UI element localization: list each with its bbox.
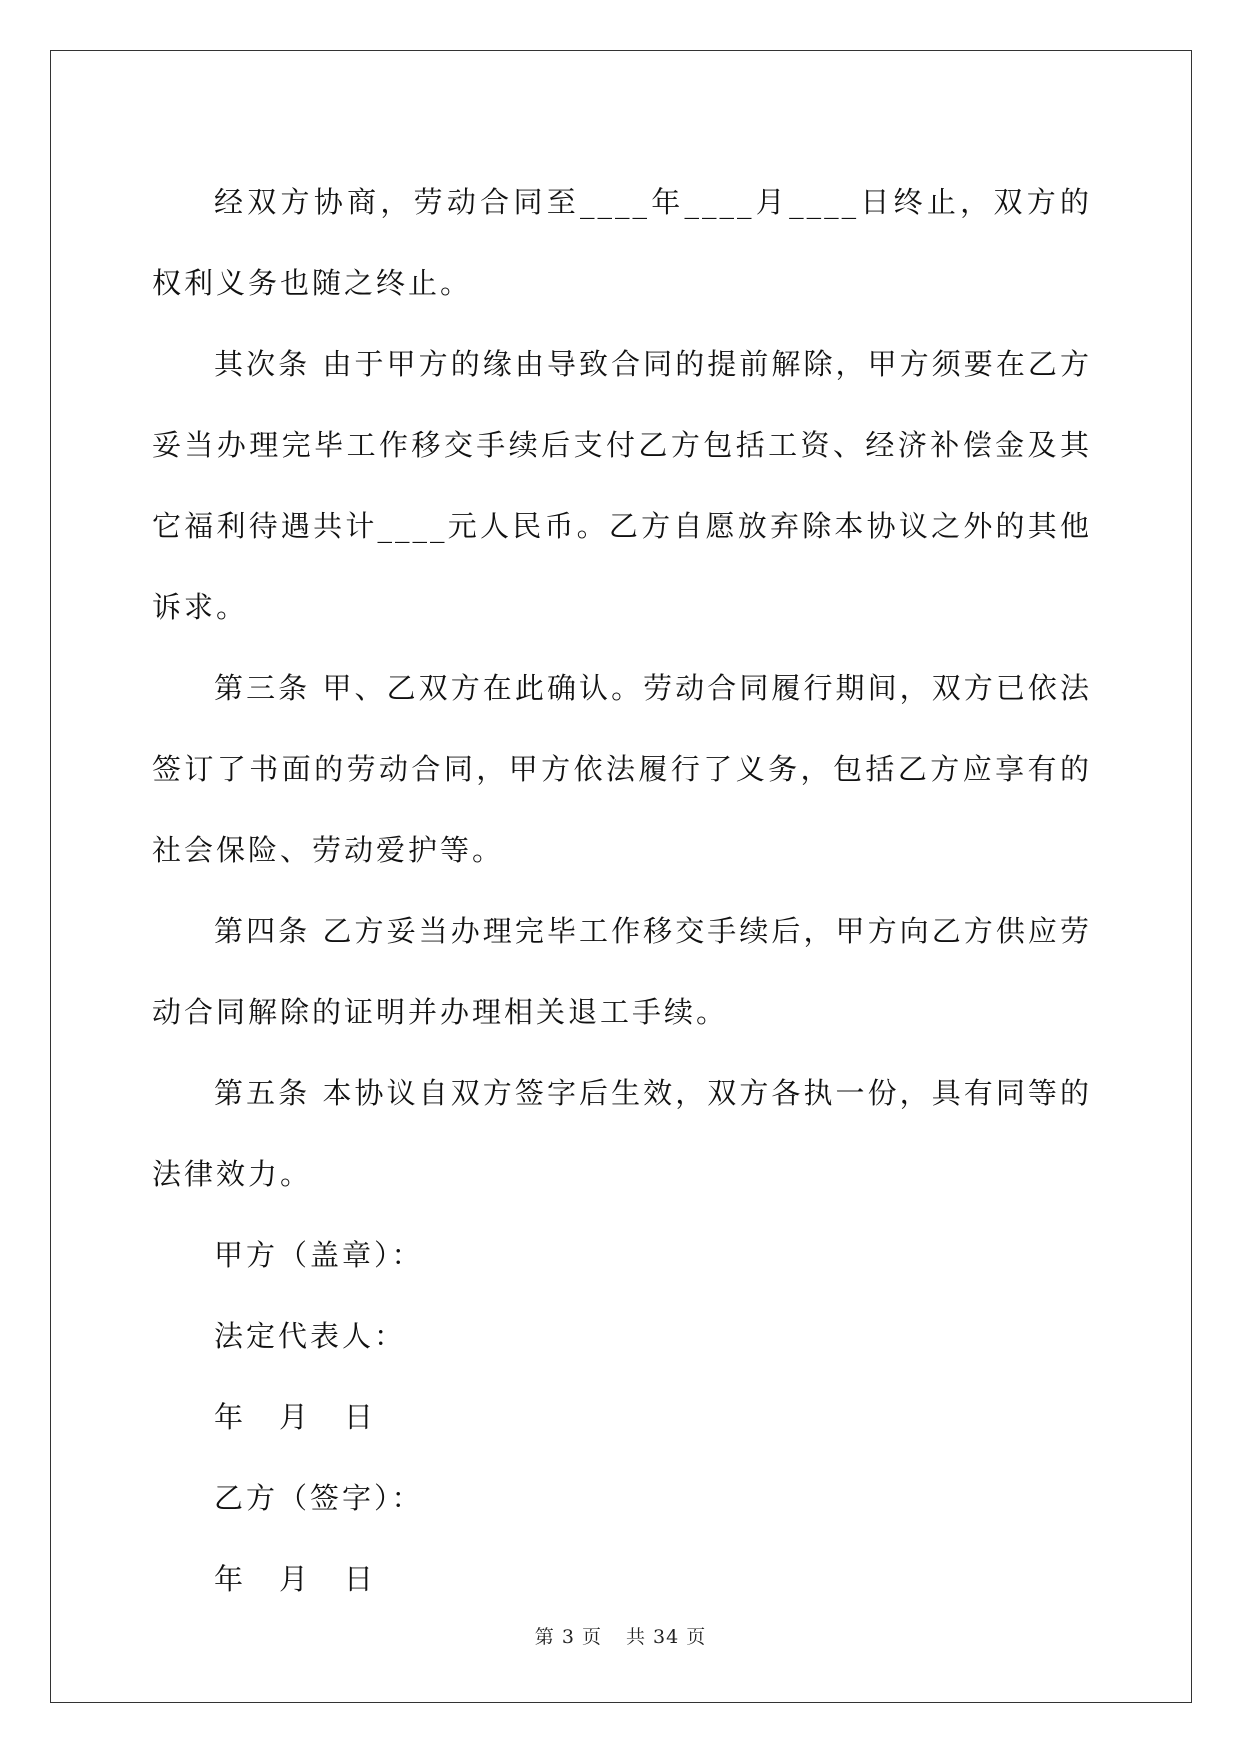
legal-rep-label: 法定代表人： [214,1319,407,1353]
date-line-b [152,1539,1092,1620]
party-b-label: 乙方（签字）： [214,1481,424,1515]
date-day-label: 日 [344,1400,374,1434]
document-body [152,162,1092,1620]
date-year-label: 年 [214,1562,244,1596]
party-a-label: 甲方（盖章）： [214,1238,424,1272]
page-total: 共 34 页 [625,1626,707,1648]
paragraph-article-3: 第三条 甲、乙双方在此确认。劳动合同履行期间，双方已依法签订了书面的劳动合同，甲方依法履行了义务，包括乙方应享有的社会保险、劳动爱护等。 [152,671,1092,867]
page-number: 第 3 页 [534,1626,602,1648]
paragraph-article-4: 第四条 乙方妥当办理完毕工作移交手续后，甲方向乙方供应劳动合同解除的证明并办理相关退工手续。 [152,914,1092,1029]
page-footer [0,1622,1241,1649]
paragraph-article-5: 第五条 本协议自双方签字后生效，双方各执一份，具有同等的法律效力。 [152,1076,1092,1191]
paragraph-article-2: 其次条 由于甲方的缘由导致合同的提前解除，甲方须要在乙方妥当办理完毕工作移交手续后支付乙方包括工资、经济补偿金及其它福利待遇共计____元人民币。乙方自愿放弃除本协议之外的其他诉求。 [152,347,1092,624]
date-day-label: 日 [344,1562,374,1596]
date-year-label: 年 [214,1400,244,1434]
date-month-label: 月 [279,1400,309,1434]
date-line-a [152,1377,1092,1458]
date-month-label: 月 [279,1562,309,1596]
paragraph-termination: 经双方协商，劳动合同至____年____月____日终止，双方的权利义务也随之终止。 [152,185,1092,300]
